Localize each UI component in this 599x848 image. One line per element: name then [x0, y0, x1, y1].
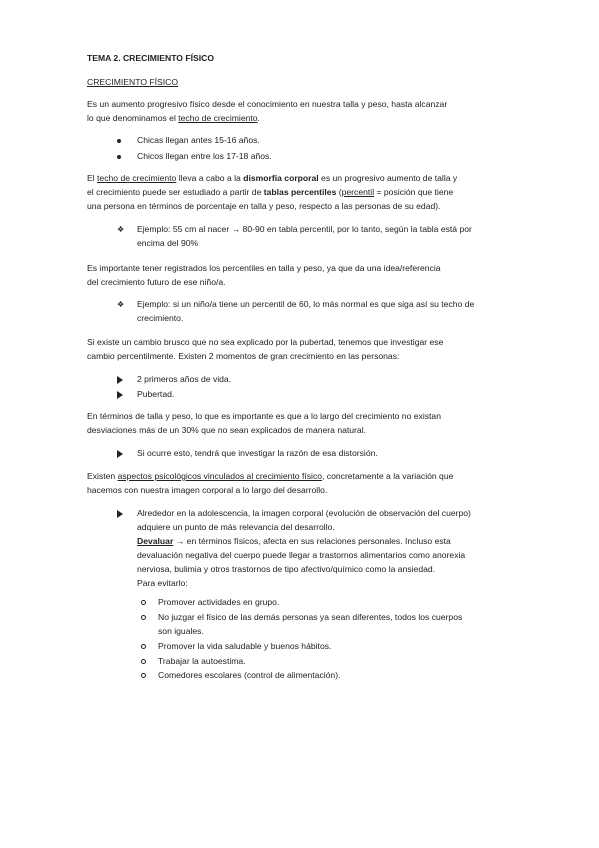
bullet-icon	[117, 155, 121, 159]
arrow-bullet-icon	[117, 510, 123, 518]
paragraph-4-line-1: Si existe un cambio brusco que no sea explicado por la pubertad, tenemos que investigar ese	[87, 337, 444, 347]
paragraph-2-line-3: una persona en términos de porcentaje en talla y peso, respecto a las personas de su edad).	[87, 201, 441, 211]
circle-bullet-icon	[141, 615, 146, 620]
arrow-bullet-icon	[117, 391, 123, 399]
paragraph-1-line-1: Es un aumento progresivo físico desde el conocimiento en nuestra talla y peso, hasta alcanzar	[87, 99, 448, 109]
paragraph-4-line-2: cambio percentilmente. Existen 2 momentos de gran crecimiento en las personas:	[87, 351, 400, 361]
paragraph-3-line-2: del crecimiento futuro de ese niño/a.	[87, 277, 226, 287]
diamond-bullet-icon: ❖	[117, 225, 125, 234]
circle-bullet-icon	[141, 673, 146, 678]
circle-bullet-icon	[141, 659, 146, 664]
paragraph-5-line-1: En términos de talla y peso, lo que es importante es que a lo largo del crecimiento no existan	[87, 411, 441, 421]
circle-bullet-icon	[141, 644, 146, 649]
bullet-icon	[117, 139, 121, 143]
arrow-bullet-icon	[117, 450, 123, 458]
section-heading: CRECIMIENTO FÍSICO	[87, 77, 179, 87]
arrow-bullet-icon	[117, 376, 123, 384]
paragraph-6-line-1: Existen aspectos psicológicos vinculados al crecimiento físico, concretamente a la variación que	[87, 471, 454, 481]
paragraph-2-line-2: el crecimiento puede ser estudiado a partir de tablas percentiles (percentil = posición que tiene	[87, 187, 454, 197]
paragraph-5-line-2: desviaciones más de un 30% que no sean explicados de manera natural.	[87, 425, 366, 435]
paragraph-6-line-2: hacemos con nuestra imagen corporal a lo largo del desarrollo.	[87, 485, 328, 495]
paragraph-3-line-1: Es importante tener registrados los percentiles en talla y peso, ya que da una idea/referencia	[87, 263, 441, 273]
doc-title: TEMA 2. CRECIMIENTO FÍSICO	[87, 53, 215, 63]
diamond-bullet-icon: ❖	[117, 300, 125, 309]
paragraph-2-line-1: El techo de crecimiento lleva a cabo a la dismorfia corporal es un progresivo aumento de talla y	[87, 173, 458, 183]
document-page: TEMA 2. CRECIMIENTO FÍSICO CRECIMIENTO FÍSICO Es un aumento progresivo físico desde el conocimiento en nuestra talla y peso, hasta alcanzar lo que denominamos el techo de crecimiento. Chicas llegan antes 15-16 años. Chicos llegan entre los 17-18 años. El techo de crecimiento lleva a cabo a la dismorfia corporal es un progresivo aumento de talla y el crecimiento puede ser estudiado a partir de tablas percentiles (percentil = posición que tiene una persona en términos de porcentaje en talla y peso, respecto a las personas de su edad). ❖ Ejemplo: 55 cm al nacer → 80-90 en tabla percentil, por lo tanto, según la tabla está por encima del 90% Es importante tener registrados los percentiles en talla y peso, ya que da una idea/referencia del crecimiento futuro de ese niño/a. ❖ Ejemplo: si un niño/a tiene un percentil de 60, lo más normal es que siga así su techo de crecimiento. Si existe un cambio brusco que no sea explicado por la pubertad, tenemos que investigar ese cambio percentilmente. Existen 2 momentos de gran crecimiento en las personas: 2 primeros años de vida. Pubertad. En términos de talla y peso, lo que es importante es que a lo largo del crecimiento no existan desviaciones más de un 30% que no sean explicados de manera natural. Si ocurre esto, tendrá que investigar la razón de esa distorsión. Existen aspectos psicológicos vinculados al crecimiento físico, concretamente a la variación que hacemos con nuestra imagen corporal a lo largo del desarrollo. Alrededor en la adolescencia, la imagen corporal (evolución de observación del cuerpo) adquiere un punto de más relevancia del desarrollo. Devaluar → en términos físicos, afecta en sus relaciones personales. Incluso esta devaluación negativa del cuerpo puede llegar a trastornos alimentarios como anorexia nerviosa, bulimia y otros trastornos de tipo afectivo/químico como la ansiedad. Para evitarlo: Promover actividades en grupo. No juzgar el físico de las demás personas ya sean diferentes, todos los cuerpos son iguales. Promover la vida saludable y buenos hábitos. Trabajar la autoestima. Comedores escolares (control de alimentación).	[87, 53, 475, 680]
circle-bullet-icon	[141, 600, 146, 605]
paragraph-1-line-2: lo que denominamos el techo de crecimiento.	[87, 113, 260, 123]
